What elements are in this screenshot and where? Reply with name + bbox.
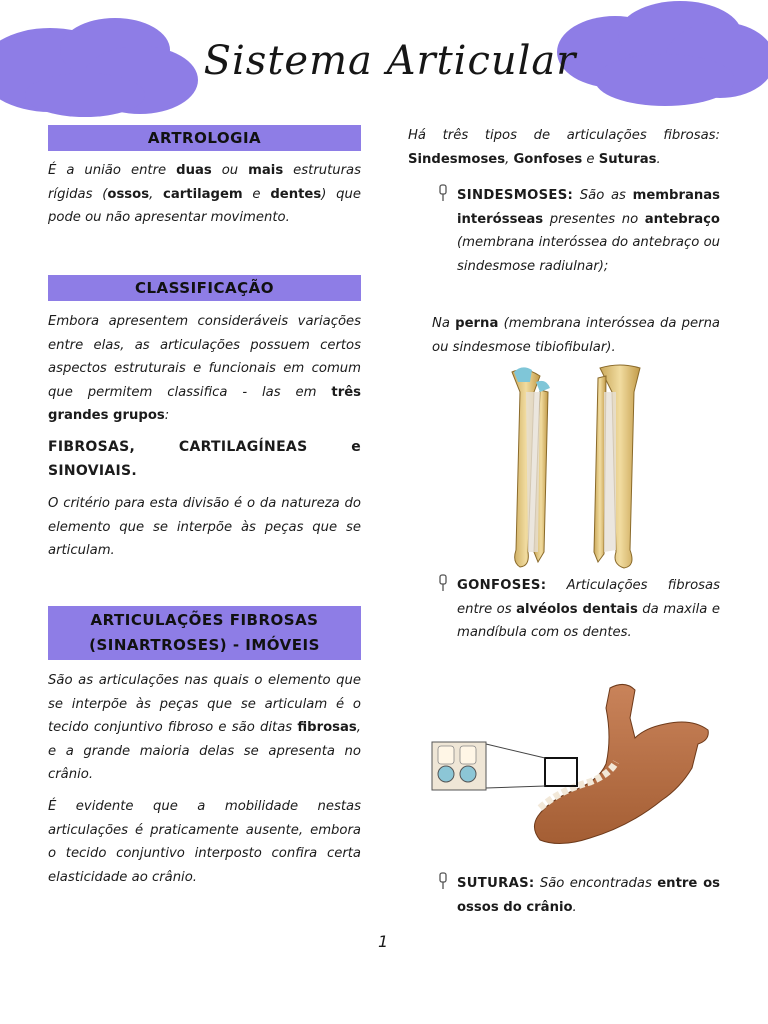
heading-line-1: ARTICULAÇÕES FIBROSAS xyxy=(90,611,319,629)
page-title: Sistema Articular xyxy=(203,38,577,84)
classificacao-groups: FIBROSAS, CARTILAGÍNEAS e SINOVIAIS. xyxy=(48,439,361,479)
classificacao-criterio: O critério para esta divisão é o da natureza do elemento que se interpõe às peças que se articulam. xyxy=(48,496,361,558)
artrologia-text: É a união entre duas ou mais estruturas rígidas (ossos, cartilagem e dentes) que pode ou não apresentar movimento. xyxy=(48,163,362,225)
fibrosas-text: São as articulações nas quais o elemento que se interpõe às peças que se articulam é o tecido conjuntivo fibroso e são ditas fibrosas, e a grande maioria delas se apresenta no crânio. xyxy=(48,673,361,782)
heading-articulacoes-fibrosas xyxy=(48,606,361,660)
mandible-illustration xyxy=(430,678,720,853)
cloud-left-decoration xyxy=(0,10,210,120)
sindesmoses-text: SINDESMOSES: São as membranas interósseas presentes no antebraço (membrana interóssea do antebraço ou sindesmose radiulnar); xyxy=(457,188,720,274)
suturas-text: SUTURAS: São encontradas entre os ossos do crânio. xyxy=(457,876,720,915)
classificacao-text: Embora apresentem consideráveis variações entre elas, as articulações possuem certos aspectos estruturais e funcionais em comum que permitem classifica - las em três grandes grupos: xyxy=(48,314,361,423)
tipos-intro: Há três tipos de articulações fibrosas: Sindesmoses, Gonfoses e Suturas. xyxy=(408,128,720,167)
heading-artrologia: ARTROLOGIA xyxy=(48,125,361,151)
cloud-right-decoration xyxy=(555,0,768,112)
pin-bullet-icon xyxy=(437,872,449,890)
perna-text: Na perna (membrana interóssea da perna ou sindesmose tibiofibular). xyxy=(432,316,721,355)
page-number: 1 xyxy=(378,932,389,951)
pin-bullet-icon xyxy=(437,574,449,592)
tibia-fibula-illustration xyxy=(500,362,660,572)
fibrosas-mobilidade: É evidente que a mobilidade nestas articulações é praticamente ausente, embora o tecido conjuntivo interposto confira certa elasticidade ao crânio. xyxy=(48,799,361,885)
pin-bullet-icon xyxy=(437,184,449,202)
heading-line-2: (SINARTROSES) - IMÓVEIS xyxy=(89,636,320,654)
gonfoses-text: GONFOSES: Articulações fibrosas entre os alvéolos dentais da maxila e mandíbula com os dentes. xyxy=(457,578,720,640)
heading-classificacao: CLASSIFICAÇÃO xyxy=(48,275,361,301)
